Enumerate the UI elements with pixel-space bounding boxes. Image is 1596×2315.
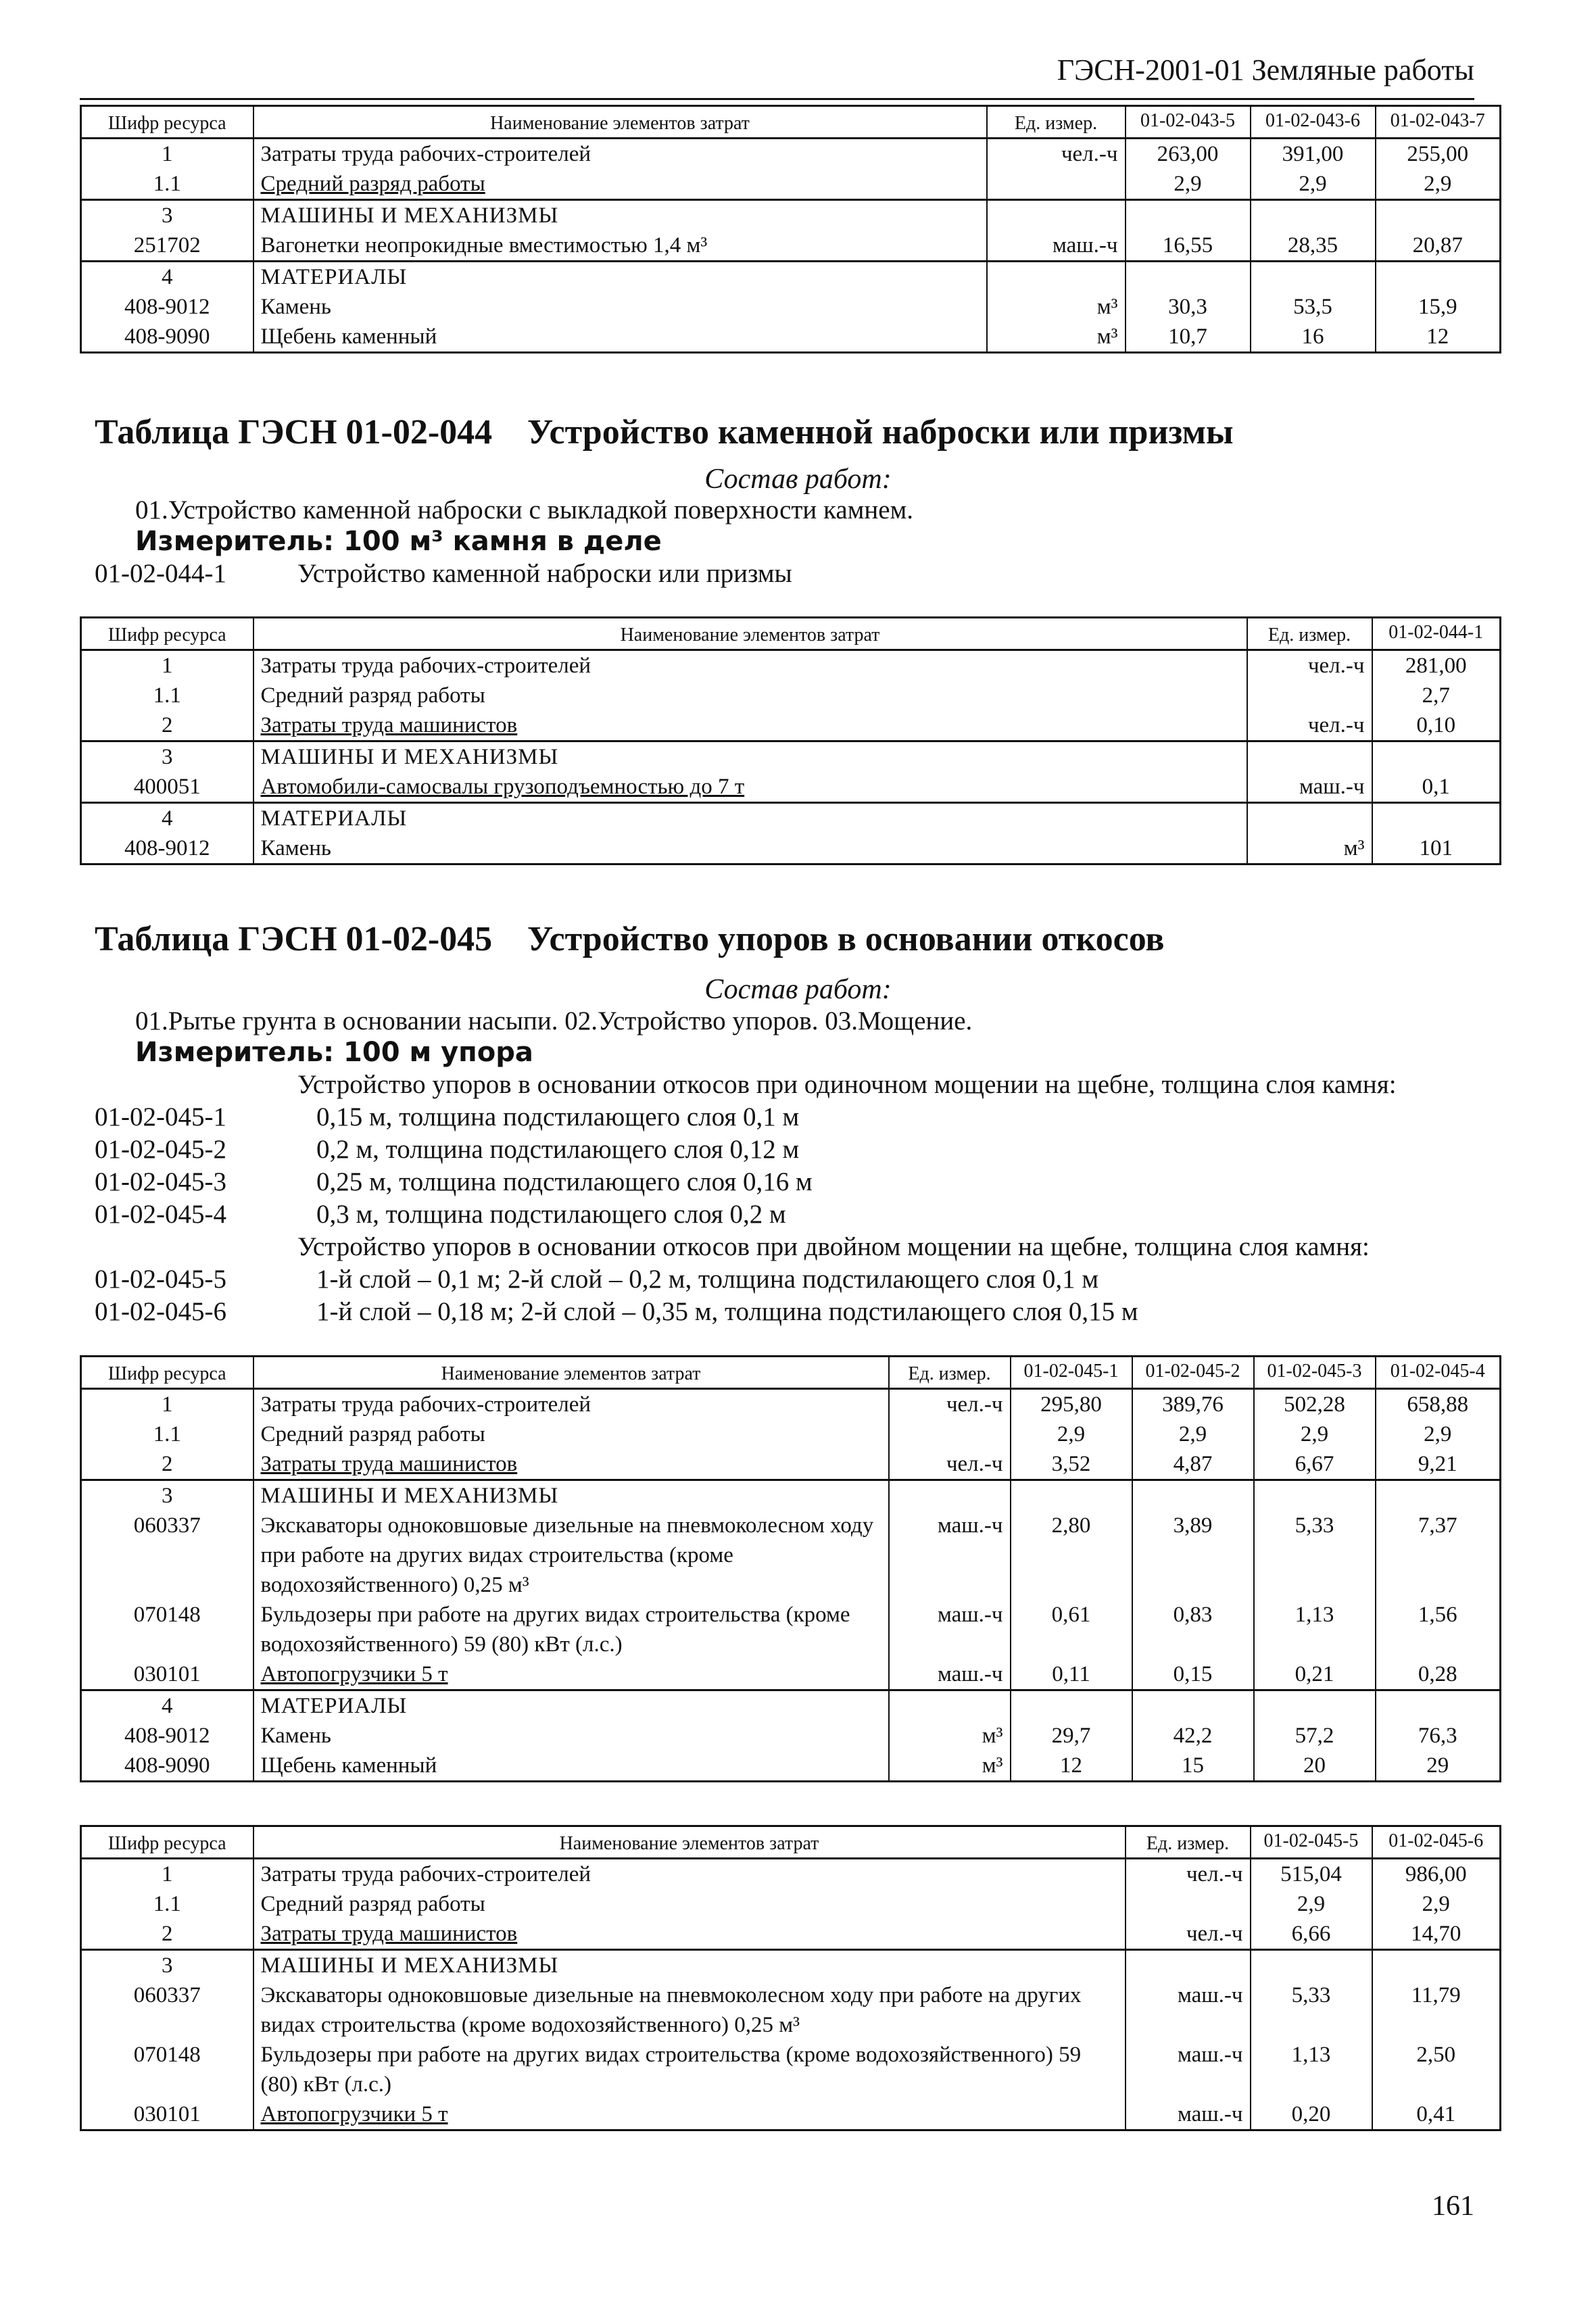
norm-value: 0,21 — [1254, 1659, 1376, 1690]
cost-element-name: Затраты труда машинистов — [253, 710, 1247, 741]
header-norm-code: 01-02-045-3 — [1254, 1357, 1376, 1389]
table-row — [81, 230, 1501, 262]
norm-value: 986,00 — [1372, 1859, 1501, 1890]
unit-of-measure: м³ — [987, 292, 1126, 322]
norm-row — [95, 1134, 799, 1165]
norm-value: 0,28 — [1376, 1659, 1501, 1690]
resource-code: 1 — [81, 139, 253, 170]
norm-value: 16 — [1251, 322, 1376, 353]
unit-of-measure: чел.-ч — [1126, 1859, 1251, 1890]
norm-value: 0,61 — [1011, 1600, 1132, 1659]
norm-value: 10,7 — [1126, 322, 1251, 353]
header-norm-code: 01-02-045-6 — [1372, 1826, 1501, 1859]
norm-value: 2,9 — [1011, 1419, 1132, 1449]
norm-group-intro: Устройство упоров в основании откосов при одиночном мощении на щебне, толщина слоя камня: — [297, 1070, 1397, 1099]
unit-of-measure: м³ — [987, 322, 1126, 353]
norm-value: 2,9 — [1372, 1889, 1501, 1919]
table-row — [81, 292, 1501, 322]
table-row — [81, 1659, 1501, 1690]
norm-value: 2,9 — [1251, 169, 1376, 200]
norm-value: 14,70 — [1372, 1919, 1501, 1950]
unit-of-measure: чел.-ч — [1247, 710, 1372, 741]
unit-of-measure: чел.-ч — [889, 1389, 1011, 1420]
resource-code: 070148 — [81, 1600, 253, 1659]
norm-row — [95, 1167, 813, 1197]
norm-value: 0,83 — [1132, 1600, 1254, 1659]
section-heading: МАТЕРИАЛЫ — [253, 803, 1247, 834]
resource-code: 1.1 — [81, 1419, 253, 1449]
resource-code: 1 — [81, 650, 253, 681]
norm-value: 2,9 — [1376, 1419, 1501, 1449]
norm-value: 57,2 — [1254, 1721, 1376, 1751]
unit-of-measure: маш.-ч — [987, 230, 1126, 262]
unit-of-measure: маш.-ч — [1126, 2099, 1251, 2130]
cost-element-name: Затраты труда рабочих-строителей — [253, 139, 987, 170]
measure-unit: Измеритель: 100 м³ камня в деле — [135, 526, 662, 557]
norm-value: 2,80 — [1011, 1511, 1132, 1600]
norm-value — [1132, 1690, 1254, 1722]
table-number: Таблица ГЭСН 01-02-044 — [95, 413, 493, 452]
header-norm-code: 01-02-043-6 — [1251, 106, 1376, 139]
norm-value: 12 — [1011, 1751, 1132, 1782]
norm-value: 391,00 — [1251, 139, 1376, 170]
norm-value: 502,28 — [1254, 1389, 1376, 1420]
norm-value: 6,67 — [1254, 1449, 1376, 1480]
unit-of-measure — [1247, 681, 1372, 710]
norm-text: 0,15 м, толщина подстилающего слоя 0,1 м — [316, 1102, 800, 1131]
table-row — [81, 2040, 1501, 2099]
table-row — [81, 1751, 1501, 1782]
cost-element-name: Щебень каменный — [253, 322, 987, 353]
cost-element-name: Затраты труда рабочих-строителей — [253, 650, 1247, 681]
norm-value: 12 — [1376, 322, 1501, 353]
cost-element-name: Затраты труда машинистов — [253, 1449, 889, 1480]
resource-code: 408-9012 — [81, 1721, 253, 1751]
unit-of-measure: чел.-ч — [889, 1449, 1011, 1480]
norm-code: 01-02-045-1 — [95, 1102, 226, 1131]
table-row — [81, 1980, 1501, 2040]
norm-value: 2,9 — [1254, 1419, 1376, 1449]
cost-element-name: Затраты труда рабочих-строителей — [253, 1389, 889, 1420]
table-header-row — [81, 618, 1501, 650]
norm-value: 7,37 — [1376, 1511, 1501, 1600]
table-row — [81, 139, 1501, 170]
norm-value: 11,79 — [1372, 1980, 1501, 2040]
table-title-044 — [95, 412, 1234, 452]
header-resource-code: Шифр ресурса — [81, 618, 253, 650]
header-resource-code: Шифр ресурса — [81, 1826, 253, 1859]
norm-value: 0,20 — [1251, 2099, 1372, 2130]
norm-value — [1254, 1690, 1376, 1722]
composition-label: Состав работ: — [704, 464, 892, 495]
norm-value: 15,9 — [1376, 292, 1501, 322]
page-number: 161 — [1432, 2191, 1474, 2222]
norm-code: 01-02-045-2 — [95, 1135, 226, 1164]
norm-value — [1132, 1480, 1254, 1511]
cost-element-name: Бульдозеры при работе на других видах строительства (кроме водохозяйственного) 59 (80) кВт (л.с.) — [253, 2040, 1126, 2099]
table-row — [81, 1480, 1501, 1511]
norm-value: 29,7 — [1011, 1721, 1132, 1751]
header-cost-element: Наименование элементов затрат — [253, 106, 987, 139]
table-row — [81, 1600, 1501, 1659]
cost-table-044 — [80, 616, 1501, 865]
cost-element-name: Автопогрузчики 5 т — [253, 1659, 889, 1690]
norm-value: 2,9 — [1251, 1889, 1372, 1919]
table-row — [81, 1721, 1501, 1751]
norm-value — [1251, 262, 1376, 293]
resource-code: 2 — [81, 710, 253, 741]
norm-value: 281,00 — [1372, 650, 1501, 681]
norm-text: 1-й слой – 0,1 м; 2-й слой – 0,2 м, толщина подстилающего слоя 0,1 м — [316, 1265, 1098, 1294]
norm-value: 4,87 — [1132, 1449, 1254, 1480]
resource-code: 030101 — [81, 2099, 253, 2130]
cost-table-043 — [80, 105, 1501, 354]
cost-element-name: Затраты труда машинистов — [253, 1919, 1126, 1950]
unit-of-measure — [1126, 1889, 1251, 1919]
norm-value: 295,80 — [1011, 1389, 1132, 1420]
norm-value — [1011, 1480, 1132, 1511]
header-unit: Ед. измер. — [987, 106, 1126, 139]
norm-value: 20 — [1254, 1751, 1376, 1782]
table-row — [81, 1690, 1501, 1722]
table-row — [81, 1950, 1501, 1981]
header-rule — [80, 98, 1474, 100]
header-cost-element: Наименование элементов затрат — [253, 1357, 889, 1389]
norm-text: Устройство каменной наброски или призмы — [297, 559, 792, 588]
header-norm-code: 01-02-045-5 — [1251, 1826, 1372, 1859]
header-norm-code: 01-02-045-1 — [1011, 1357, 1132, 1389]
resource-code: 1.1 — [81, 169, 253, 200]
table-row — [81, 322, 1501, 353]
running-header: ГЭСН-2001-01 Земляные работы — [1057, 53, 1474, 87]
resource-code: 4 — [81, 1690, 253, 1722]
table-row — [81, 681, 1501, 710]
unit-of-measure — [889, 1480, 1011, 1511]
table-row — [81, 710, 1501, 741]
norm-value: 9,21 — [1376, 1449, 1501, 1480]
resource-code: 030101 — [81, 1659, 253, 1690]
norm-value — [1251, 200, 1376, 231]
unit-of-measure: чел.-ч — [1126, 1919, 1251, 1950]
unit-of-measure — [1247, 803, 1372, 834]
unit-of-measure: маш.-ч — [889, 1659, 1011, 1690]
unit-of-measure: маш.-ч — [1126, 1980, 1251, 2040]
norm-value — [1126, 200, 1251, 231]
resource-code: 3 — [81, 1480, 253, 1511]
norm-value: 255,00 — [1376, 139, 1501, 170]
norm-text: 1-й слой – 0,18 м; 2-й слой – 0,35 м, толщина подстилающего слоя 0,15 м — [316, 1297, 1138, 1326]
resource-code: 408-9012 — [81, 292, 253, 322]
cost-table-045-b — [80, 1825, 1501, 2131]
resource-code: 4 — [81, 262, 253, 293]
norm-row — [95, 1264, 1098, 1294]
table-row — [81, 803, 1501, 834]
norm-value — [1372, 803, 1501, 834]
table-row — [81, 2099, 1501, 2130]
norm-code: 01-02-045-3 — [95, 1167, 226, 1196]
header-cost-element: Наименование элементов затрат — [253, 618, 1247, 650]
norm-value: 29 — [1376, 1751, 1501, 1782]
norm-value: 0,1 — [1372, 772, 1501, 803]
unit-of-measure — [1247, 741, 1372, 773]
norm-value: 2,9 — [1126, 169, 1251, 200]
unit-of-measure: маш.-ч — [889, 1600, 1011, 1659]
cost-element-name: Автомобили-самосвалы грузоподъемностью до 7 т — [253, 772, 1247, 803]
table-row — [81, 1889, 1501, 1919]
norm-value: 1,13 — [1254, 1600, 1376, 1659]
norm-value: 6,66 — [1251, 1919, 1372, 1950]
header-norm-code: 01-02-045-2 — [1132, 1357, 1254, 1389]
norm-value — [1011, 1690, 1132, 1722]
norm-value: 0,10 — [1372, 710, 1501, 741]
unit-of-measure: м³ — [889, 1751, 1011, 1782]
resource-code: 060337 — [81, 1511, 253, 1600]
section-heading: МАТЕРИАЛЫ — [253, 1690, 889, 1722]
cost-element-name: Бульдозеры при работе на других видах строительства (кроме водохозяйственного) 59 (80) кВт (л.с.) — [253, 1600, 889, 1659]
cost-element-name: Щебень каменный — [253, 1751, 889, 1782]
norm-value: 263,00 — [1126, 139, 1251, 170]
norm-value: 3,89 — [1132, 1511, 1254, 1600]
norm-value: 30,3 — [1126, 292, 1251, 322]
resource-code: 2 — [81, 1449, 253, 1480]
norm-group-intro: Устройство упоров в основании откосов при двойном мощении на щебне, толщина слоя камня: — [297, 1232, 1370, 1261]
table-row — [81, 1449, 1501, 1480]
resource-code: 070148 — [81, 2040, 253, 2099]
table-row — [81, 1919, 1501, 1950]
norm-code: 01-02-044-1 — [95, 559, 226, 588]
header-norm-code: 01-02-045-4 — [1376, 1357, 1501, 1389]
resource-code: 1 — [81, 1389, 253, 1420]
work-composition: 01.Рытье грунта в основании насыпи. 02.Устройство упоров. 03.Мощение. — [135, 1006, 973, 1035]
resource-code: 400051 — [81, 772, 253, 803]
resource-code: 2 — [81, 1919, 253, 1950]
header-resource-code: Шифр ресурса — [81, 1357, 253, 1389]
cost-element-name: Камень — [253, 833, 1247, 864]
norm-text: 0,2 м, толщина подстилающего слоя 0,12 м — [316, 1135, 800, 1164]
section-heading: МАШИНЫ И МЕХАНИЗМЫ — [253, 741, 1247, 773]
norm-value: 389,76 — [1132, 1389, 1254, 1420]
header-cost-element: Наименование элементов затрат — [253, 1826, 1126, 1859]
norm-row — [95, 1296, 1138, 1327]
norm-value — [1376, 1690, 1501, 1722]
norm-value — [1251, 1950, 1372, 1981]
cost-element-name: Средний разряд работы — [253, 169, 987, 200]
norm-value: 2,9 — [1376, 169, 1501, 200]
header-unit: Ед. измер. — [1126, 1826, 1251, 1859]
composition-label: Состав работ: — [704, 974, 892, 1005]
norm-code: 01-02-045-4 — [95, 1200, 226, 1229]
norm-value: 658,88 — [1376, 1389, 1501, 1420]
table-title-045 — [95, 919, 1165, 959]
table-row — [81, 262, 1501, 293]
table-row — [81, 1511, 1501, 1600]
table-caption: Устройство упоров в основании откосов — [527, 920, 1165, 958]
norm-value: 2,50 — [1372, 2040, 1501, 2099]
norm-value: 3,52 — [1011, 1449, 1132, 1480]
norm-value: 101 — [1372, 833, 1501, 864]
norm-value: 76,3 — [1376, 1721, 1501, 1751]
header-norm-code: 01-02-044-1 — [1372, 618, 1501, 650]
resource-code: 3 — [81, 200, 253, 231]
norm-value: 0,41 — [1372, 2099, 1501, 2130]
cost-element-name: Средний разряд работы — [253, 1419, 889, 1449]
norm-value: 0,11 — [1011, 1659, 1132, 1690]
unit-of-measure — [1126, 1950, 1251, 1981]
norm-value — [1376, 262, 1501, 293]
unit-of-measure — [889, 1419, 1011, 1449]
norm-value: 16,55 — [1126, 230, 1251, 262]
cost-element-name: Автопогрузчики 5 т — [253, 2099, 1126, 2130]
measure-unit: Измеритель: 100 м упора — [135, 1037, 533, 1068]
cost-element-name: Экскаваторы одноковшовые дизельные на пневмоколесном ходу при работе на других видах строительства (кроме водохозяйственного) 0,25 м³ — [253, 1511, 889, 1600]
cost-element-name: Экскаваторы одноковшовые дизельные на пневмоколесном ходу при работе на других видах строительства (кроме водохозяйственного) 0,25 м³ — [253, 1980, 1126, 2040]
norm-value — [1372, 1950, 1501, 1981]
resource-code: 408-9012 — [81, 833, 253, 864]
resource-code: 3 — [81, 1950, 253, 1981]
table-row — [81, 833, 1501, 864]
norm-value: 5,33 — [1254, 1511, 1376, 1600]
norm-row — [95, 1102, 799, 1132]
norm-value — [1376, 1480, 1501, 1511]
header-norm-code: 01-02-043-5 — [1126, 106, 1251, 139]
header-resource-code: Шифр ресурса — [81, 106, 253, 139]
work-composition: 01.Устройство каменной наброски с выкладкой поверхности камнем. — [135, 495, 913, 525]
norm-value: 20,87 — [1376, 230, 1501, 262]
table-row — [81, 1859, 1501, 1890]
unit-of-measure: маш.-ч — [1126, 2040, 1251, 2099]
resource-code: 3 — [81, 741, 253, 773]
table-row — [81, 650, 1501, 681]
norm-code: 01-02-045-5 — [95, 1265, 226, 1294]
table-header-row — [81, 1826, 1501, 1859]
resource-code: 408-9090 — [81, 1751, 253, 1782]
resource-code: 251702 — [81, 230, 253, 262]
cost-element-name: Камень — [253, 1721, 889, 1751]
table-row — [81, 1389, 1501, 1420]
section-heading: МАТЕРИАЛЫ — [253, 262, 987, 293]
norm-value: 2,9 — [1132, 1419, 1254, 1449]
cost-element-name: Средний разряд работы — [253, 1889, 1126, 1919]
cost-table-045-a — [80, 1355, 1501, 1782]
resource-code: 1.1 — [81, 1889, 253, 1919]
unit-of-measure: м³ — [889, 1721, 1011, 1751]
table-number: Таблица ГЭСН 01-02-045 — [95, 920, 493, 958]
norm-value: 0,15 — [1132, 1659, 1254, 1690]
table-row — [81, 772, 1501, 803]
unit-of-measure: м³ — [1247, 833, 1372, 864]
table-caption: Устройство каменной наброски или призмы — [527, 413, 1234, 452]
norm-row — [95, 558, 792, 589]
unit-of-measure — [987, 169, 1126, 200]
unit-of-measure — [889, 1690, 1011, 1722]
section-heading: МАШИНЫ И МЕХАНИЗМЫ — [253, 1950, 1126, 1981]
norm-value: 42,2 — [1132, 1721, 1254, 1751]
unit-of-measure: чел.-ч — [987, 139, 1126, 170]
norm-value: 28,35 — [1251, 230, 1376, 262]
table-row — [81, 741, 1501, 773]
unit-of-measure: маш.-ч — [889, 1511, 1011, 1600]
norm-code: 01-02-045-6 — [95, 1297, 226, 1326]
norm-value — [1126, 262, 1251, 293]
norm-value: 5,33 — [1251, 1980, 1372, 2040]
norm-value — [1254, 1480, 1376, 1511]
norm-text: 0,3 м, толщина подстилающего слоя 0,2 м — [316, 1200, 786, 1229]
norm-value: 515,04 — [1251, 1859, 1372, 1890]
unit-of-measure: маш.-ч — [1247, 772, 1372, 803]
resource-code: 1.1 — [81, 681, 253, 710]
header-norm-code: 01-02-043-7 — [1376, 106, 1501, 139]
table-header-row — [81, 106, 1501, 139]
unit-of-measure: чел.-ч — [1247, 650, 1372, 681]
section-heading: МАШИНЫ И МЕХАНИЗМЫ — [253, 1480, 889, 1511]
norm-value — [1376, 200, 1501, 231]
norm-value — [1372, 741, 1501, 773]
norm-text: 0,25 м, толщина подстилающего слоя 0,16 м — [316, 1167, 813, 1196]
norm-value: 1,13 — [1251, 2040, 1372, 2099]
table-row — [81, 1419, 1501, 1449]
resource-code: 4 — [81, 803, 253, 834]
resource-code: 408-9090 — [81, 322, 253, 353]
resource-code: 060337 — [81, 1980, 253, 2040]
norm-value: 15 — [1132, 1751, 1254, 1782]
unit-of-measure — [987, 200, 1126, 231]
section-heading: МАШИНЫ И МЕХАНИЗМЫ — [253, 200, 987, 231]
cost-element-name: Вагонетки неопрокидные вместимостью 1,4 м³ — [253, 230, 987, 262]
norm-value: 2,7 — [1372, 681, 1501, 710]
header-unit: Ед. измер. — [889, 1357, 1011, 1389]
norm-value: 1,56 — [1376, 1600, 1501, 1659]
norm-value: 53,5 — [1251, 292, 1376, 322]
unit-of-measure — [987, 262, 1126, 293]
resource-code: 1 — [81, 1859, 253, 1890]
header-unit: Ед. измер. — [1247, 618, 1372, 650]
table-row — [81, 169, 1501, 200]
norm-row — [95, 1199, 786, 1229]
table-header-row — [81, 1357, 1501, 1389]
cost-element-name: Камень — [253, 292, 987, 322]
cost-element-name: Затраты труда рабочих-строителей — [253, 1859, 1126, 1890]
cost-element-name: Средний разряд работы — [253, 681, 1247, 710]
table-row — [81, 200, 1501, 231]
